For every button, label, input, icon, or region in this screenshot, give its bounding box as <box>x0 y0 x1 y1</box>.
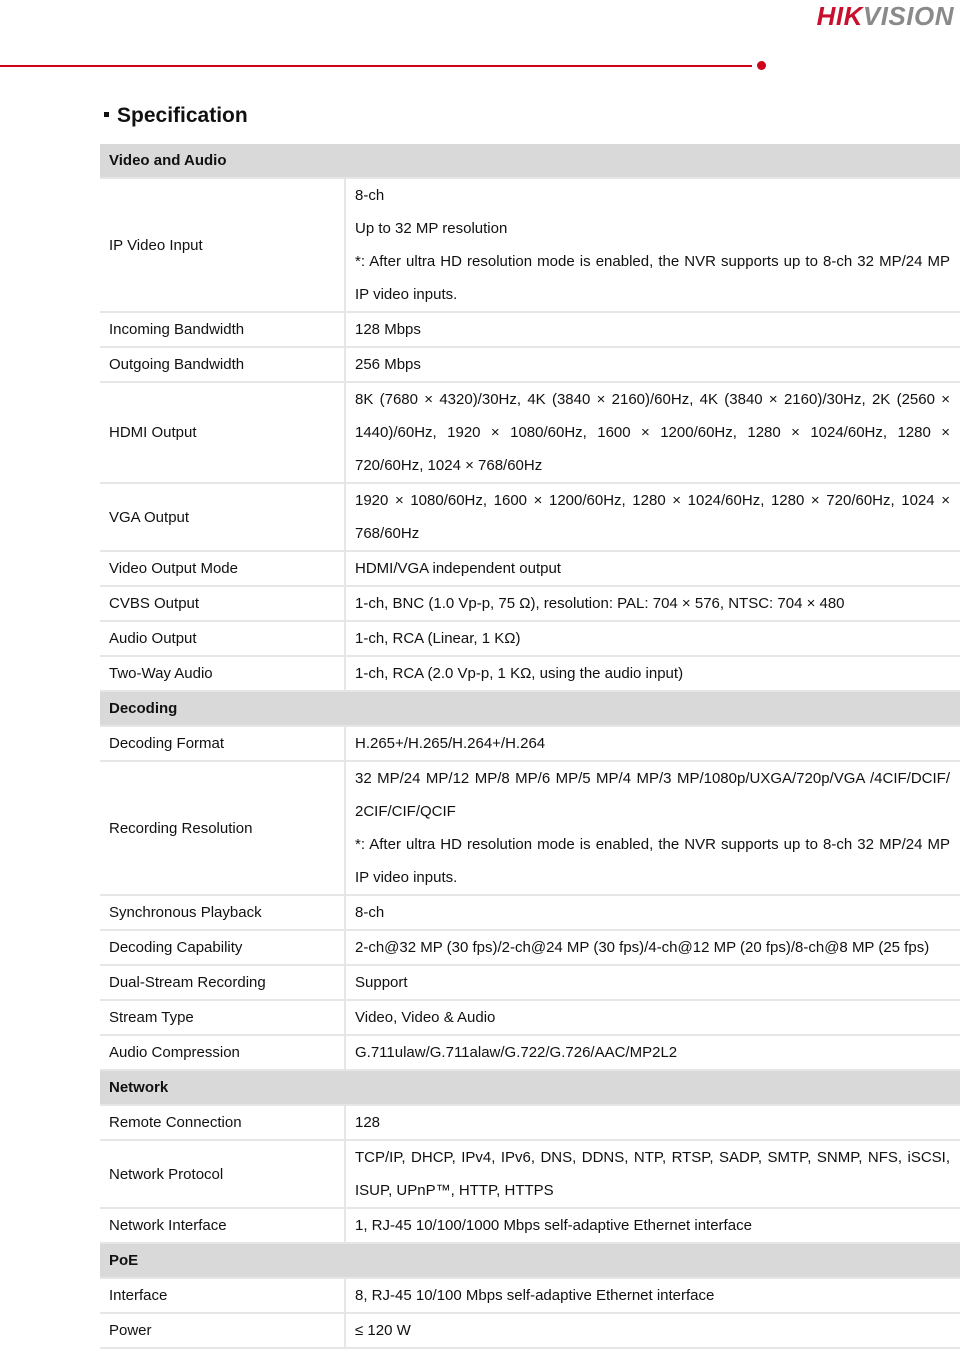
spec-label: Recording Resolution <box>100 761 345 895</box>
spec-value <box>345 726 960 761</box>
spec-row <box>100 1035 960 1070</box>
spec-value-line: Support <box>355 974 408 991</box>
spec-row <box>100 1000 960 1035</box>
spec-label: Network Protocol <box>100 1140 345 1208</box>
spec-row <box>100 382 960 483</box>
section-header: Video and Audio <box>100 144 960 178</box>
spec-row <box>100 347 960 382</box>
spec-table <box>100 144 960 1349</box>
spec-value <box>345 1313 960 1348</box>
spec-value <box>345 965 960 1000</box>
spec-row <box>100 656 960 691</box>
spec-label: Interface <box>100 1278 345 1313</box>
spec-row <box>100 1278 960 1313</box>
spec-value <box>345 1000 960 1035</box>
spec-value-line: 8-ch <box>355 904 385 921</box>
spec-value-line: Video, Video & Audio <box>355 1009 496 1026</box>
spec-row <box>100 1208 960 1243</box>
spec-value <box>345 1208 960 1243</box>
spec-value-line: 1920 × 1080/60Hz, 1600 × 1200/60Hz, 1280 × 1024/60Hz, 1280 × 720/60Hz, 1024 × 768/60Hz <box>355 492 951 542</box>
spec-label: Synchronous Playback <box>100 895 345 930</box>
spec-value <box>345 586 960 621</box>
spec-label: Remote Connection <box>100 1105 345 1140</box>
spec-value-line: 8K (7680 × 4320)/30Hz, 4K (3840 × 2160)/60Hz, 4K (3840 × 2160)/30Hz, 2K (2560 × 1440)/60Hz, 1920 × 1080/60Hz, 1600 × 1200/60Hz, 1280 × 1024/60Hz, 1280 × 720/60Hz, 1024 × 768/60Hz <box>355 391 951 474</box>
spec-value-line: Up to 32 MP resolution <box>355 220 508 237</box>
spec-table-body <box>100 144 960 1348</box>
spec-label: Power <box>100 1313 345 1348</box>
spec-value <box>345 1278 960 1313</box>
spec-row <box>100 761 960 895</box>
spec-label: Decoding Capability <box>100 930 345 965</box>
spec-label: Dual-Stream Recording <box>100 965 345 1000</box>
spec-label: Incoming Bandwidth <box>100 312 345 347</box>
spec-row <box>100 483 960 551</box>
spec-row <box>100 312 960 347</box>
spec-value-line: 32 MP/24 MP/12 MP/8 MP/6 MP/5 MP/4 MP/3 MP/1080p/UXGA/720p/VGA /4CIF/DCIF/ 2CIF/CIF/QCIF <box>355 770 951 820</box>
page-title <box>104 104 248 128</box>
spec-value <box>345 761 960 895</box>
spec-value <box>345 347 960 382</box>
spec-label: HDMI Output <box>100 382 345 483</box>
spec-row <box>100 965 960 1000</box>
spec-value <box>345 895 960 930</box>
spec-label: CVBS Output <box>100 586 345 621</box>
section-header: Network <box>100 1070 960 1105</box>
header-rule <box>0 65 752 67</box>
spec-value-line: H.265+/H.265/H.264+/H.264 <box>355 735 546 752</box>
logo-part-hik: HIK <box>816 1 863 31</box>
spec-value-line: *: After ultra HD resolution mode is enabled, the NVR supports up to 8-ch 32 MP/24 MP IP video inputs. <box>355 836 951 886</box>
spec-value <box>345 483 960 551</box>
page-title-text: Specification <box>117 104 248 127</box>
spec-row <box>100 1105 960 1140</box>
spec-label: VGA Output <box>100 483 345 551</box>
spec-value-line: HDMI/VGA independent output <box>355 560 561 577</box>
spec-value-line: 256 Mbps <box>355 356 421 373</box>
spec-label: Outgoing Bandwidth <box>100 347 345 382</box>
spec-row <box>100 178 960 312</box>
spec-label: Audio Output <box>100 621 345 656</box>
spec-row <box>100 1140 960 1208</box>
spec-value <box>345 178 960 312</box>
header-rule-dot <box>757 61 766 70</box>
spec-value-line: 1-ch, RCA (Linear, 1 KΩ) <box>355 630 521 647</box>
spec-value <box>345 551 960 586</box>
spec-row <box>100 621 960 656</box>
spec-label: Two-Way Audio <box>100 656 345 691</box>
bullet-icon <box>104 112 109 117</box>
spec-value-line: ≤ 120 W <box>355 1322 411 1339</box>
spec-row <box>100 551 960 586</box>
spec-value-line: TCP/IP, DHCP, IPv4, IPv6, DNS, DDNS, NTP, RTSP, SADP, SMTP, SNMP, NFS, iSCSI, ISUP, UPnP™, HTTP, HTTPS <box>355 1149 951 1199</box>
spec-row <box>100 726 960 761</box>
spec-value-line: 8-ch <box>355 187 385 204</box>
spec-label: Decoding Format <box>100 726 345 761</box>
hikvision-logo <box>817 2 954 30</box>
spec-value <box>345 930 960 965</box>
spec-value <box>345 1105 960 1140</box>
spec-value <box>345 656 960 691</box>
spec-row <box>100 586 960 621</box>
spec-value-line: 2-ch@32 MP (30 fps)/2-ch@24 MP (30 fps)/4-ch@12 MP (20 fps)/8-ch@8 MP (25 fps) <box>355 939 930 956</box>
spec-value <box>345 312 960 347</box>
spec-row <box>100 895 960 930</box>
spec-value-line: *: After ultra HD resolution mode is enabled, the NVR supports up to 8-ch 32 MP/24 MP IP video inputs. <box>355 253 951 303</box>
spec-value <box>345 382 960 483</box>
logo-part-vision: VISION <box>862 1 954 31</box>
spec-label: IP Video Input <box>100 178 345 312</box>
section-header: PoE <box>100 1243 960 1278</box>
spec-value-line: G.711ulaw/G.711alaw/G.722/G.726/AAC/MP2L2 <box>355 1044 678 1061</box>
spec-value-line: 8, RJ-45 10/100 Mbps self-adaptive Ethernet interface <box>355 1287 715 1304</box>
spec-value-line: 1, RJ-45 10/100/1000 Mbps self-adaptive Ethernet interface <box>355 1217 752 1234</box>
spec-value <box>345 621 960 656</box>
spec-label: Audio Compression <box>100 1035 345 1070</box>
spec-row <box>100 1313 960 1348</box>
spec-value-line: 1-ch, RCA (2.0 Vp-p, 1 KΩ, using the audio input) <box>355 665 684 682</box>
section-header-row <box>100 1070 960 1105</box>
spec-value-line: 128 <box>355 1114 381 1131</box>
section-header-row <box>100 691 960 726</box>
spec-value <box>345 1140 960 1208</box>
spec-label: Stream Type <box>100 1000 345 1035</box>
spec-value <box>345 1035 960 1070</box>
spec-value-line: 1-ch, BNC (1.0 Vp-p, 75 Ω), resolution: PAL: 704 × 576, NTSC: 704 × 480 <box>355 595 845 612</box>
section-header-row <box>100 1243 960 1278</box>
section-header-row <box>100 144 960 178</box>
spec-row <box>100 930 960 965</box>
section-header: Decoding <box>100 691 960 726</box>
spec-label: Network Interface <box>100 1208 345 1243</box>
spec-value-line: 128 Mbps <box>355 321 421 338</box>
spec-label: Video Output Mode <box>100 551 345 586</box>
